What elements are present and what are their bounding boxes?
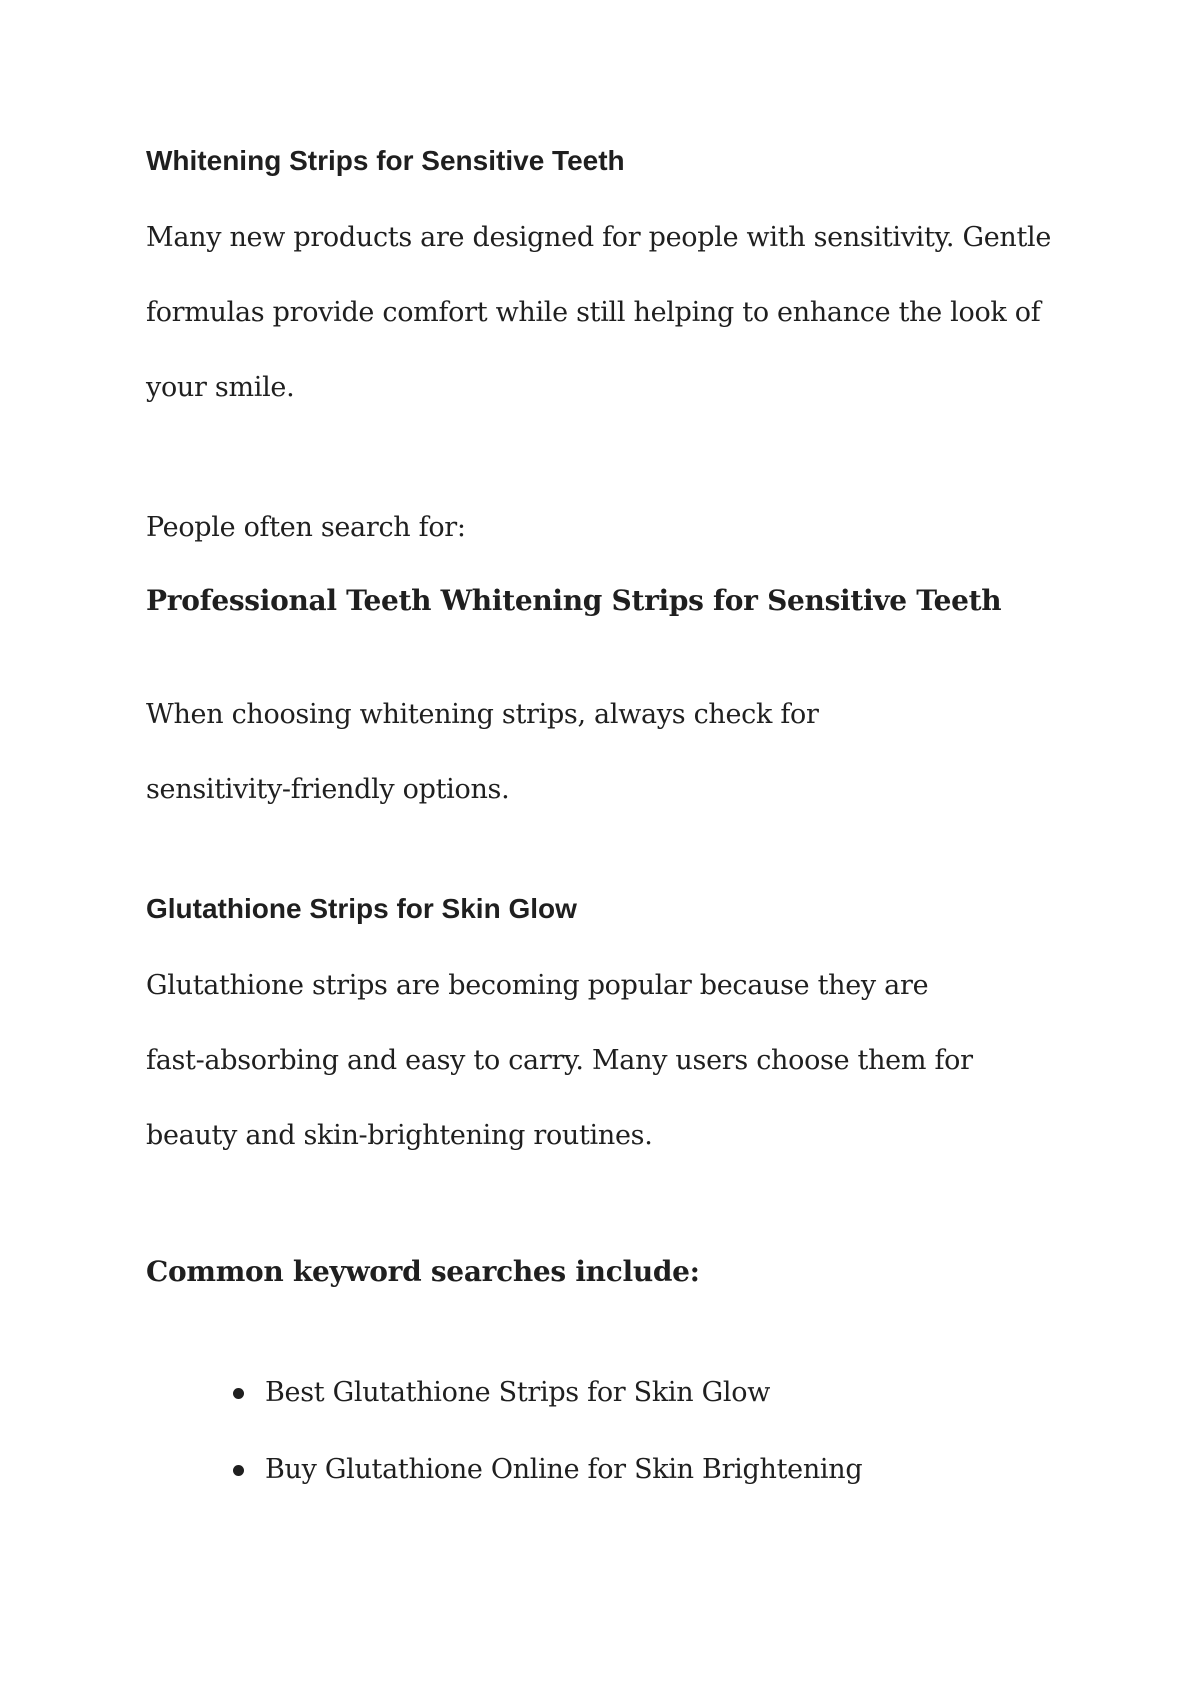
keyword-bullet-list xyxy=(0,1373,1192,1527)
heading-glutathione-strips: Glutathione Strips for Skin Glow xyxy=(146,893,577,924)
paragraph-line: Many new products are designed for people with sensitivity. Gentle xyxy=(146,222,1052,253)
paragraph-glutathione xyxy=(146,948,973,1173)
paragraph-line: formulas provide comfort while still helping to enhance the look of xyxy=(146,297,1041,328)
bullet-dot-icon xyxy=(233,1388,244,1399)
paragraph-sensitivity xyxy=(146,200,1051,425)
list-item xyxy=(0,1450,1192,1527)
common-searches-heading: Common keyword searches include: xyxy=(146,1255,700,1288)
paragraph-line: fast-absorbing and easy to carry. Many users choose them for xyxy=(146,1045,973,1076)
bullet-dot-icon xyxy=(233,1465,244,1476)
heading-whitening-strips: Whitening Strips for Sensitive Teeth xyxy=(146,145,625,176)
paragraph-choosing-strips xyxy=(146,677,819,827)
list-item-text: Best Glutathione Strips for Skin Glow xyxy=(265,1377,771,1408)
paragraph-line: Glutathione strips are becoming popular because they are xyxy=(146,970,929,1001)
paragraph-line: When choosing whitening strips, always check for xyxy=(146,699,819,730)
people-search-intro: People often search for: xyxy=(146,512,466,543)
bold-keyword-professional-strips: Professional Teeth Whitening Strips for Sensitive Teeth xyxy=(146,584,1002,617)
paragraph-line: sensitivity-friendly options. xyxy=(146,774,510,805)
list-item xyxy=(0,1373,1192,1450)
list-item-text: Buy Glutathione Online for Skin Brightening xyxy=(265,1454,863,1485)
paragraph-line: beauty and skin-brightening routines. xyxy=(146,1120,653,1151)
paragraph-line: your smile. xyxy=(146,372,295,403)
